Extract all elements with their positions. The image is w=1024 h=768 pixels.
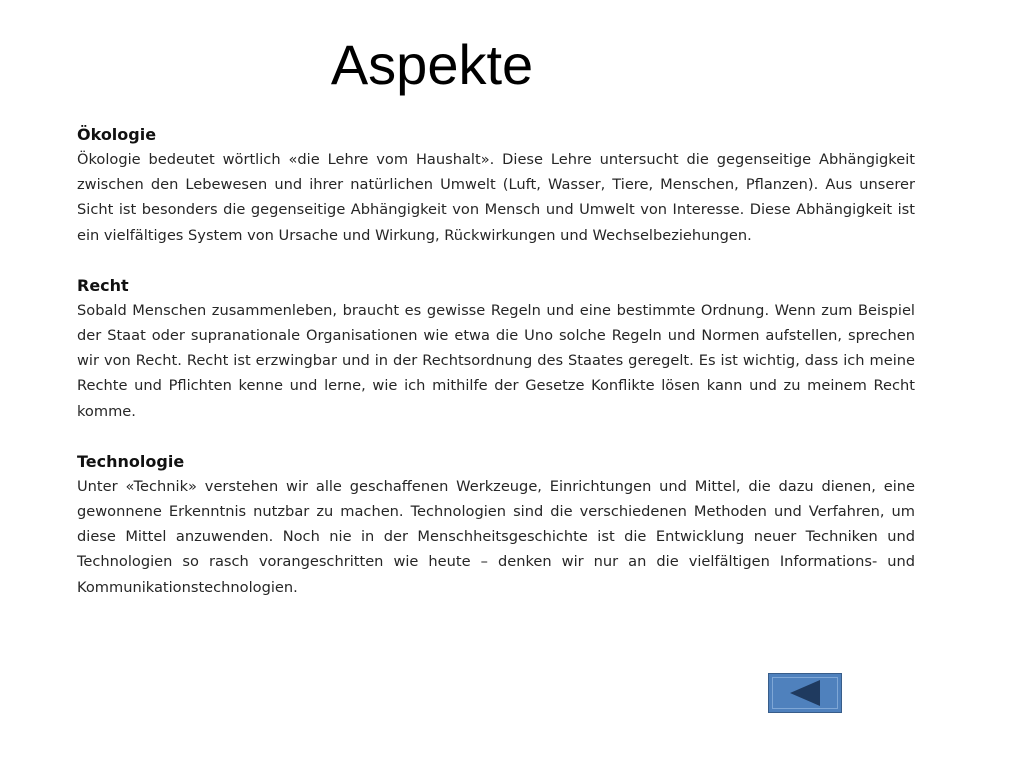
section-body: Sobald Menschen zusammenleben, braucht es gewisse Regeln und eine bestimmte Ordnung. Wenn zum Beispiel der Staat oder supranationale Organisationen wie etwa die Uno solche Regeln und Normen aufstellen, sprechen wir von Recht. Recht ist erzwingbar und in der Rechtsordnung des Staates geregelt. Es ist wichtig, dass ich meine Rechte und Pflichten kenne und lerne, wie ich mithilfe der Gesetze Konflikte lösen kann und zu meinem Recht komme. [77, 301, 915, 420]
section-heading: Ökologie [77, 125, 157, 144]
section-technologie [77, 449, 915, 600]
section-recht [77, 273, 915, 424]
slide-title: Aspekte [330, 33, 534, 96]
section-heading: Technologie [77, 451, 185, 471]
section-heading: Recht [77, 275, 129, 295]
section-body: Ökologie bedeutet wörtlich «die Lehre vom Haushalt». Diese Lehre untersucht die gegenseitige Abhängigkeit zwischen den Lebewesen und ihrer natürlichen Umwelt (Luft, Wasser, Tiere, Menschen, Pflanzen). Aus unserer Sicht ist besonders die gegenseitige Abhängigkeit von Mensch und Umwelt von Interesse. Diese Abhängigkeit ist ein vielfältiges System von Ursache und Wirkung, Rückwirkungen und Wechselbeziehungen. [77, 151, 915, 244]
back-button[interactable] [768, 673, 842, 713]
section-body: Unter «Technik» verstehen wir alle geschaffenen Werkzeuge, Einrichtungen und Mittel, die dazu dienen, eine gewonnene Erkenntnis nutzbar zu machen. Technologien sind die verschiedenen Methoden und Verfahren, um diese Mittel anzuwenden. Noch nie in der Menschheitsgeschichte ist die Entwicklung neuer Techniken und Technologien so rasch vorangeschritten wie heute – denken wir nur an die vielfältigen Informations- und Kommunikationstechnologien. [77, 477, 915, 596]
section-oekologie [77, 122, 915, 248]
text-content [77, 122, 915, 625]
triangle-left-icon [790, 680, 820, 706]
back-button-frame [772, 677, 838, 709]
